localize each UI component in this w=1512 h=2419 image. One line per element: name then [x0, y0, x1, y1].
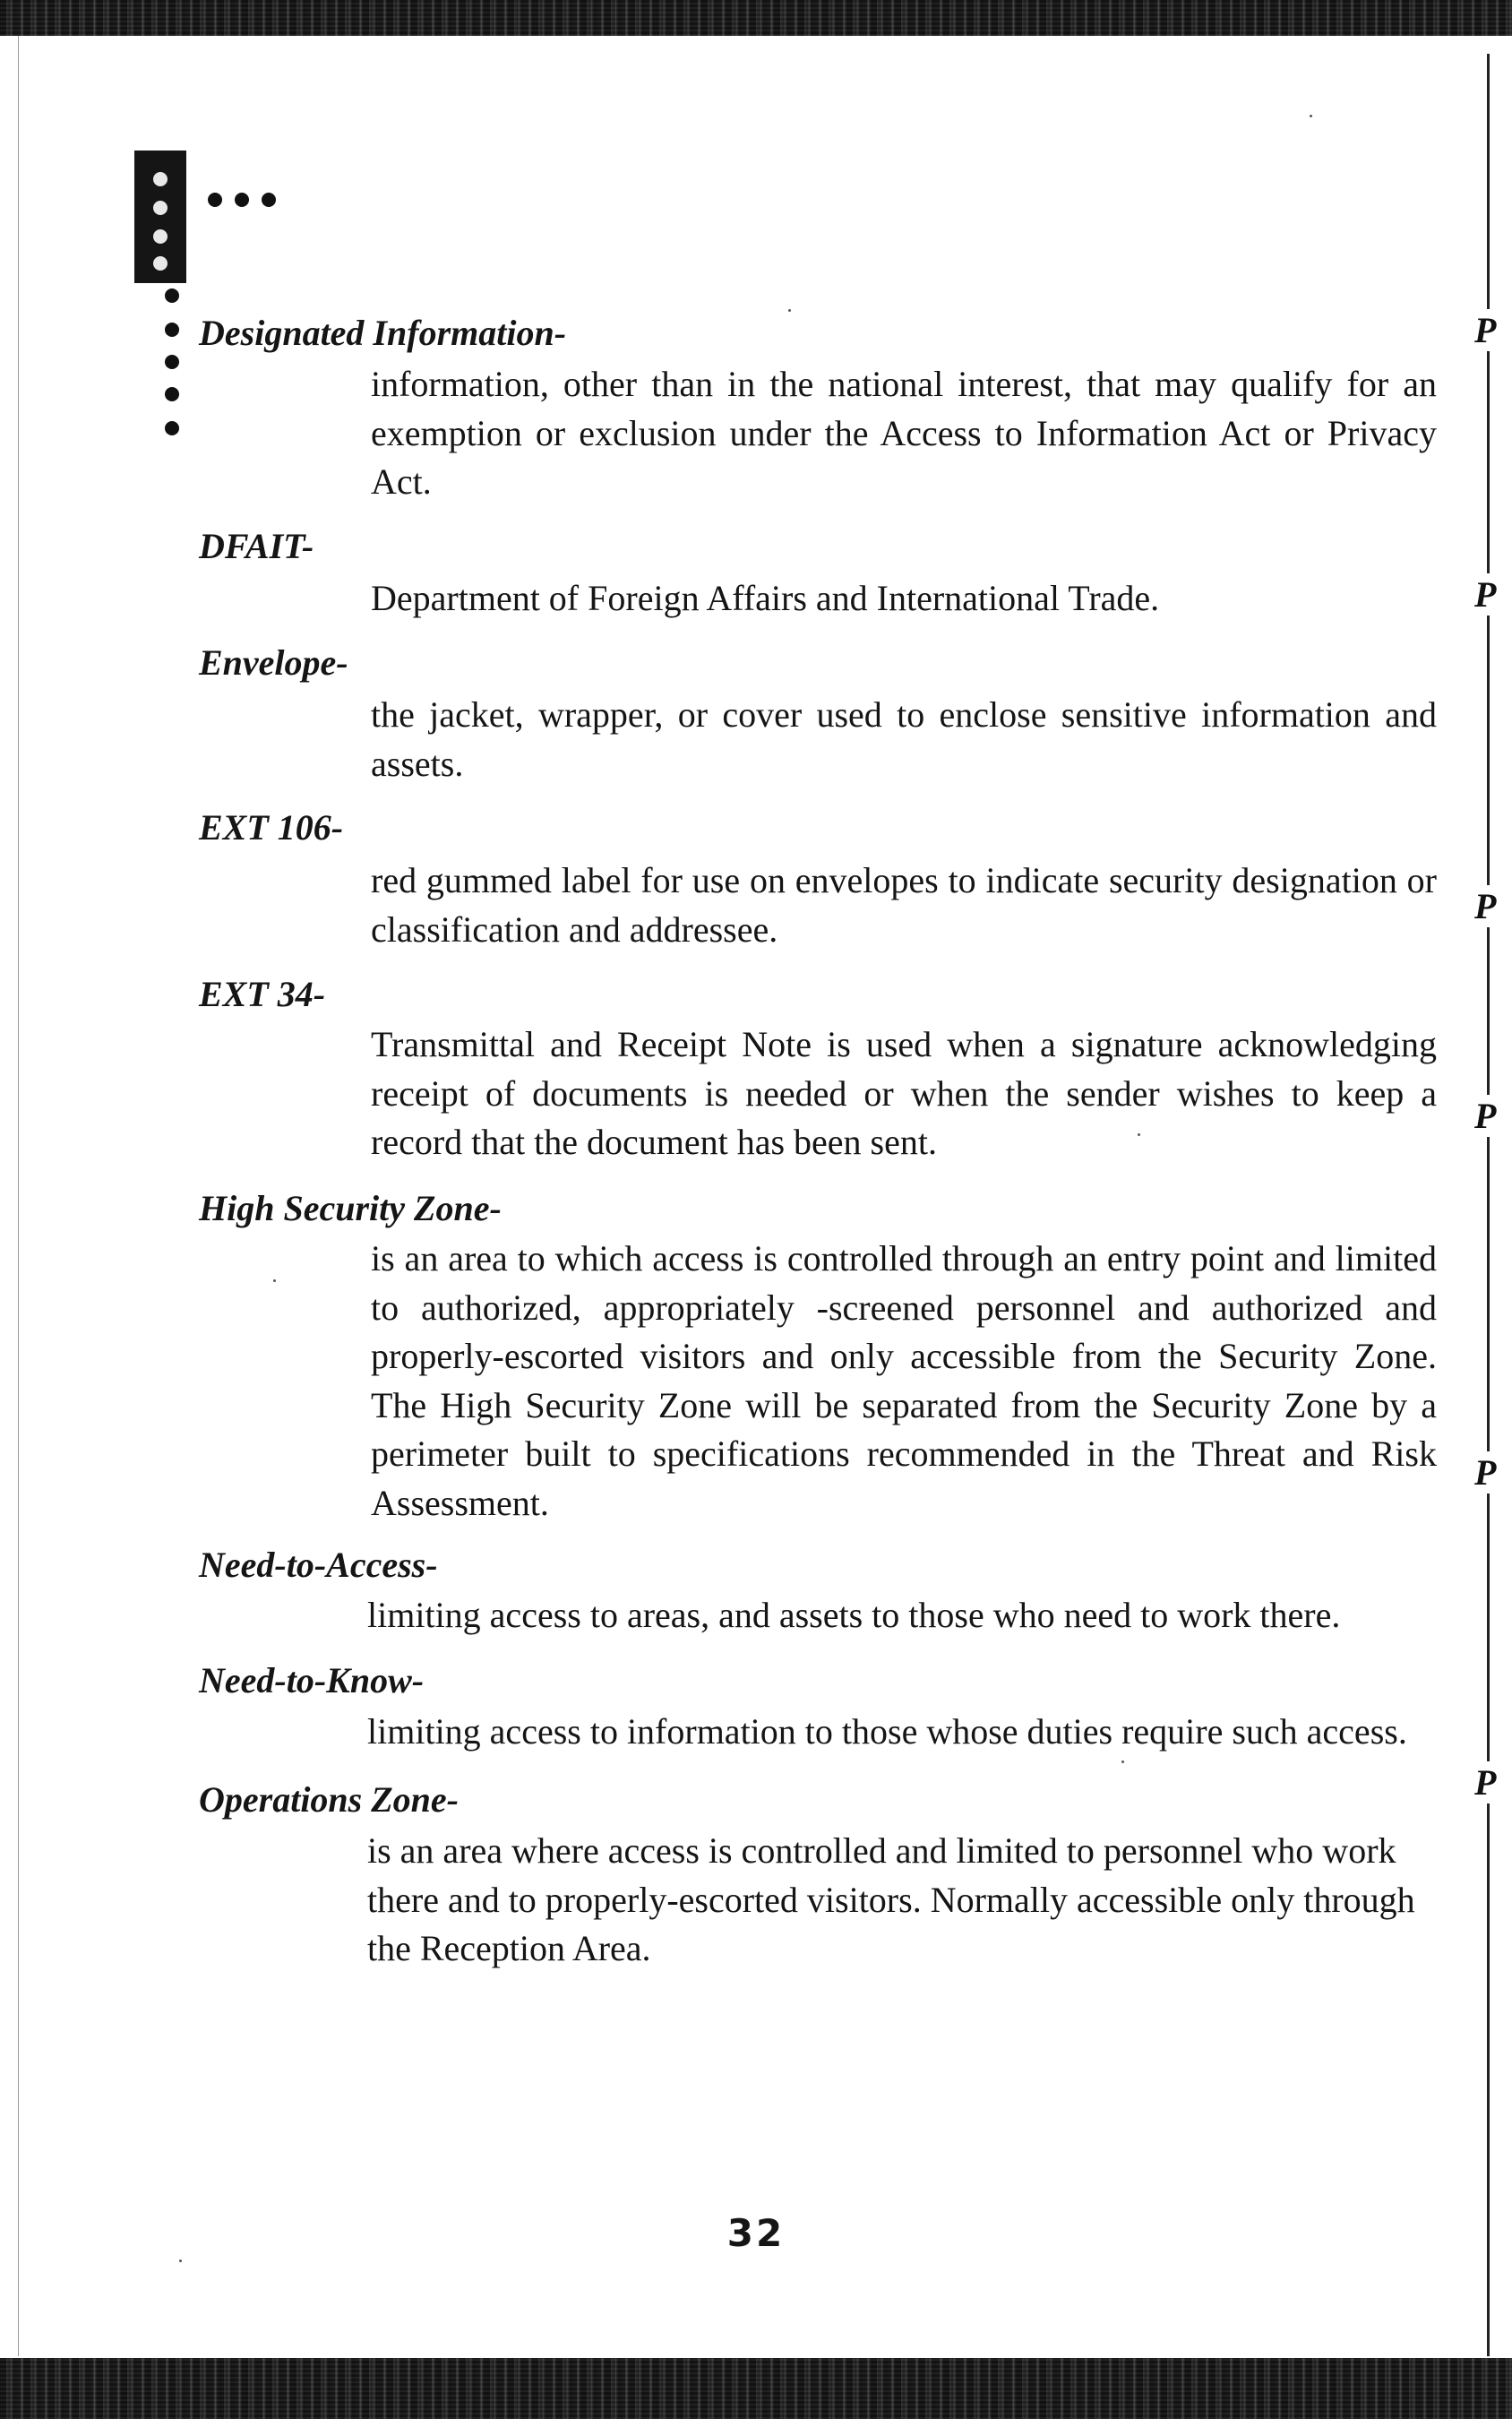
decorative-header-block	[134, 151, 186, 283]
glossary-definition: the jacket, wrapper, or cover used to enclose sensitive information and assets.	[371, 694, 1437, 784]
decorative-dot	[165, 421, 179, 435]
facing-page-letter: P	[1474, 1451, 1512, 1494]
scan-speck	[788, 309, 791, 312]
scan-speck	[1121, 1760, 1124, 1763]
scan-border-top	[0, 0, 1512, 36]
glossary-term: DFAIT-	[199, 526, 314, 566]
decorative-dot	[235, 193, 249, 207]
glossary-term: EXT 34-	[199, 974, 326, 1014]
scan-border-bottom	[0, 2358, 1512, 2419]
facing-page-letter: P	[1474, 1095, 1512, 1137]
decorative-dot	[165, 323, 179, 337]
glossary-definition: Department of Foreign Affairs and International Trade.	[371, 578, 1160, 618]
scan-speck	[179, 2260, 182, 2262]
glossary-term: Envelope-	[199, 642, 348, 683]
decorative-dot	[208, 193, 222, 207]
facing-page-letter: P	[1474, 573, 1512, 616]
decorative-dot	[165, 288, 179, 303]
glossary-term: Need-to-Know-	[199, 1660, 425, 1700]
glossary-term: EXT 106-	[199, 807, 344, 848]
page-edge-line	[18, 36, 19, 2356]
glossary-term: Need-to-Access-	[199, 1545, 438, 1585]
scan-speck	[1138, 1133, 1140, 1136]
glossary-term: High Security Zone-	[199, 1188, 502, 1228]
glossary-definition: Transmittal and Receipt Note is used when a signature acknowledging receipt of documents is needed or when the sender wishes to keep a record that the document has been sent.	[371, 1024, 1437, 1162]
facing-page-rule	[1487, 54, 1490, 2356]
page-number: 32	[726, 2211, 786, 2255]
scan-speck	[1310, 115, 1312, 117]
glossary-term: Operations Zone-	[199, 1779, 459, 1820]
decorative-dot	[165, 355, 179, 369]
glossary-term: Designated Information-	[199, 313, 567, 353]
decorative-dot	[153, 172, 168, 186]
decorative-dot	[153, 201, 168, 215]
glossary-definition: red gummed label for use on envelopes to indicate security designation or classification and addressee.	[371, 860, 1437, 950]
glossary-definition: is an area where access is controlled and limited to personnel who work there and to properly-escorted visitors. Normally accessible only through the Reception Area.	[367, 1830, 1415, 1968]
decorative-dot	[165, 387, 179, 401]
glossary-definition: information, other than in the national interest, that may qualify for an exemption or exclusion under the Access to Information Act or Privacy Act.	[371, 364, 1437, 502]
glossary-definition: limiting access to information to those whose duties require such access.	[367, 1711, 1407, 1752]
glossary-definition: is an area to which access is controlled through an entry point and limited to authorized, appropriately -screened personnel and authorized and properly-escorted visitors and only accessible from the Security Zone. The High Security Zone will be separated from the Security Zone by a perimeter built to specifications recommended in the Threat and Risk Assessment.	[371, 1238, 1437, 1523]
glossary-definition: limiting access to areas, and assets to those who need to work there.	[367, 1595, 1341, 1635]
facing-page-letter: P	[1474, 1761, 1512, 1803]
decorative-dot	[153, 256, 168, 271]
decorative-dot	[262, 193, 276, 207]
facing-page-letter: P	[1474, 309, 1512, 351]
scan-speck	[273, 1279, 276, 1282]
facing-page-letter: P	[1474, 885, 1512, 927]
decorative-dot	[153, 229, 168, 244]
